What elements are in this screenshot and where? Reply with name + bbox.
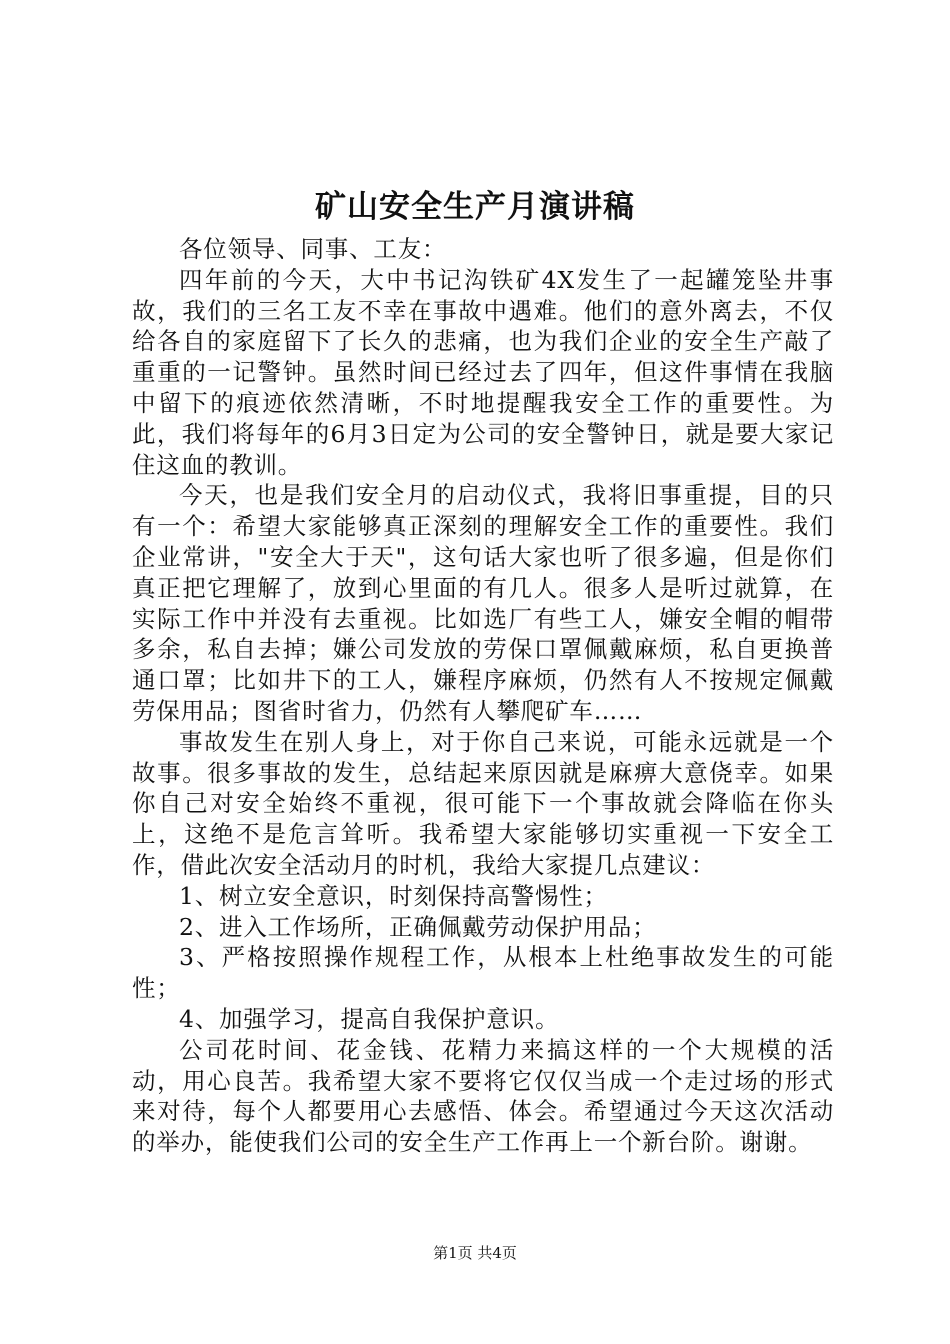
salutation: 各位领导、同事、工友： — [179, 235, 447, 263]
suggestion-item: 3、严格按照操作规程工作，从根本上杜绝事故发生的可能性； — [132, 943, 834, 1003]
suggestion-item: 2、进入工作场所，正确佩戴劳动保护用品； — [179, 912, 657, 941]
document-body — [132, 234, 834, 1158]
suggestion-item: 1、树立安全意识，时刻保持高警惕性； — [179, 881, 608, 910]
body-paragraph: 公司花时间、花金钱、花精力来搞这样的一个大规模的活动，用心良苦。我希望大家不要将它仅仅当成一个走过场的形式来对待，每个人都要用心去感悟、体会。希望通过今天这次活动的举办，能使我们公司的安全生产工作再上一个新台阶。谢谢。 — [132, 1035, 834, 1157]
suggestion-item: 4、加强学习，提高自我保护意识。 — [179, 1004, 560, 1033]
body-paragraph: 今天，也是我们安全月的启动仪式，我将旧事重提，目的只有一个：希望大家能够真正深刻的理解安全工作的重要性。我们企业常讲，"安全大于天"，这句话大家也听了很多遍，但是你们真正把它理解了，放到心里面的有几人。很多人是听过就算，在实际工作中并没有去重视。比如选厂有些工人，嫌安全帽的帽带多余，私自去掉；嫌公司发放的劳保口罩佩戴麻烦，私自更换普通口罩；比如井下的工人，嫌程序麻烦，仍然有人不按规定佩戴劳保用品；图省时省力，仍然有人攀爬矿车…… — [132, 481, 834, 725]
body-paragraph: 四年前的今天，大中书记沟铁矿4X发生了一起罐笼坠井事故，我们的三名工友不幸在事故中遇难。他们的意外离去，不仅给各自的家庭留下了长久的悲痛，也为我们企业的安全生产敲了重重的一记警钟。虽然时间已经过去了四年，但这件事情在我脑中留下的痕迹依然清晰，不时地提醒我安全工作的重要性。为此，我们将每年的6月3日定为公司的安全警钟日，就是要大家记住这血的教训。 — [132, 265, 834, 479]
body-paragraph: 事故发生在别人身上，对于你自己来说，可能永远就是一个故事。很多事故的发生，总结起来原因就是麻痹大意侥幸。如果你自己对安全始终不重视，很可能下一个事故就会降临在你头上，这绝不是危言耸听。我希望大家能够切实重视一下安全工作，借此次安全活动月的时机，我给大家提几点建议： — [132, 727, 834, 879]
document-title: 矿山安全生产月演讲稿 — [315, 189, 635, 225]
page-number-footer: 第1页 共4页 — [433, 1244, 517, 1262]
